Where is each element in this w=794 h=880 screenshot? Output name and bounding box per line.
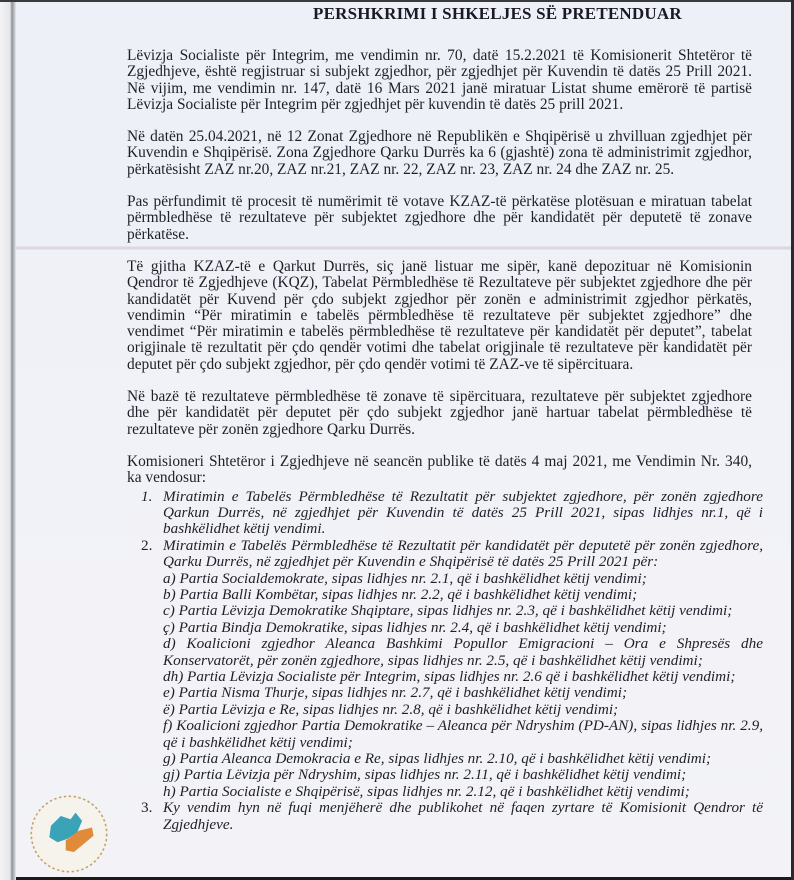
party-sub-item: ç) Partia Bindja Demokratike, sipas lidhjes nr. 2.4, që i bashkëlidhet këtij vendimi; <box>163 618 667 636</box>
party-sub-item: f) Koalicioni zgjedhor Partia Demokratike – Aleanca për Ndryshim (PD-AN), sipas lidhjes nr. 2.9, që i bashkëlidhet këtij vendimi; <box>163 717 763 751</box>
party-sub-item: ë) Partia Lëvizja e Re, sipas lidhjes nr. 2.8, që i bashkëlidhet këtij vendimi; <box>163 700 619 718</box>
document-title: PERSHKRIMI I SHKELJES SË PRETENDUAR <box>313 4 682 23</box>
kqz-seal-icon <box>28 793 110 875</box>
party-sub-item: d) Koalicioni zgjedhor Aleanca Bashkimi Popullor Emigracioni – Ora e Shpresës dhe Konservatorët, për zonën zgjedhore, sipas lidhjes nr. 2.5, që i bashkëlidhet këtij vendimi; <box>163 635 763 669</box>
party-sub-list <box>163 571 767 801</box>
party-sub-item: g) Partia Aleanca Demokracia e Re, sipas lidhjes nr. 2.10, që i bashkëlidhet këtij vendimi; <box>163 750 712 768</box>
decision-item-text: Miratimin e Tabelës Përmbledhëse të Rezultatit për subjektet zgjedhore, për zonën zgjedhore Qarkun Durrës, në zgjedhjet për Kuvendin të datës 25 Prill 2021, sipas lidhjes nr.1, që i bashkëlidhet këtij vendimi. <box>163 487 763 538</box>
party-sub-item: b) Partia Balli Kombëtar, sipas lidhjes nr. 2.2, që i bashkëlidhet këtij vendimi; <box>163 585 638 603</box>
decision-item-number: 3. <box>141 799 153 817</box>
paragraph-election-date: Në datën 25.04.2021, në 12 Zonat Zgjedhore në Republikën e Shqipërisë u zhvilluan zgjedhjet për Kuvendin e Shqipërisë. Zona Zgjedhore Qarku Durrës ka 6 (gjashtë) zona të administrimit zgjedhor, përkatësisht ZAZ nr.20, ZAZ nr.21, ZAZ nr. 22, ZAZ nr. 23, ZAZ nr. 24 dhe ZAZ nr. 25. <box>127 128 752 178</box>
decision-item-number: 2. <box>141 536 153 554</box>
paragraph-commissioner-decision: Komisioneri Shtetëror i Zgjedhjeve në seancën publike të datës 4 maj 2021, me Vendimin Nr. 340, ka vendosur: <box>127 452 752 487</box>
scan-top-edge <box>0 0 794 2</box>
party-sub-item: gj) Partia Lëvizja për Ndryshim, sipas lidhjes nr. 2.11, që i bashkëlidhet këtij vendimi; <box>163 766 687 784</box>
scan-left-edge <box>0 0 16 880</box>
decision-list <box>127 489 767 834</box>
decision-item-number: 1. <box>141 487 153 505</box>
decision-item <box>127 538 767 801</box>
party-sub-item: e) Partia Nisma Thurje, sipas lidhjes nr. 2.7, që i bashkëlidhet këtij vendimi; <box>163 684 628 702</box>
paragraph-summary-tables: Në bazë të rezultateve përmbledhëse të zonave të sipërcituara, rezultateve për subjektet zgjedhore dhe për kandidatët për deputet për çdo subjekt zgjedhor janë hartuar tabelat përmbledhëse të rezultateve për zonën zgjedhore Qarku Durrës. <box>127 388 752 438</box>
party-sub-item: c) Partia Lëvizja Demokratike Shqiptare, sipas lidhjes nr. 2.3, që i bashkëlidhet këtij vendimi; <box>163 602 733 620</box>
paragraph-registration: Lëvizja Socialiste për Integrim, me vendimin nr. 70, datë 15.2.2021 të Komisionerit Shtetëror të Zgjedhjeve, është regjistruar si subjekt zgjedhor, për zgjedhjet për Kuvendin të datës 25 Prill 2021. Në vijim, me vendimin nr. 147, datë 16 Mars 2021 janë miratuar Listat shume emërorë të partisë Lëvizja Socialiste për Integrim për zgjedhjet për kuvendin të datës 25 prill 2021. <box>127 47 752 113</box>
party-sub-item: h) Partia Socialiste e Shqipërisë, sipas lidhjes nr. 2.12, që i bashkëlidhet këtij vendimi; <box>163 782 690 800</box>
party-sub-item: a) Partia Socialdemokrate, sipas lidhjes nr. 2.1, që i bashkëlidhet këtij vendimi; <box>163 569 647 587</box>
decision-item <box>127 800 767 833</box>
document-page <box>16 0 791 880</box>
decision-item-text: Miratimin e Tabelës Përmbledhëse të Rezultatit për kandidatët për deputetë për zonën zgjedhore, Qarku Durrës, në zgjedhjet për Kuvendin e Shqipërisë të datës 25 Prill 2021 për: <box>163 536 763 571</box>
decision-item-text: Ky vendim hyn në fuqi menjëherë dhe publikohet në faqen zyrtare të Komisionit Qendror të Zgjedhjeve. <box>163 799 763 833</box>
paragraph-counting: Pas përfundimit të procesit të numërimit të votave KZAZ-të përkatëse plotësuan e miratuan tabelat përmbledhëse të rezultateve për subjektet zgjedhore dhe për kandidatët për deputetë të zonave përkatëse. <box>127 193 752 243</box>
party-sub-item: dh) Partia Lëvizja Socialiste për Integrim, sipas lidhjes nr. 2.6 që i bashkëlidhet këtij vendimi; <box>163 668 736 685</box>
decision-item <box>127 489 767 538</box>
paragraph-kzaz-deposit: Të gjitha KZAZ-të e Qarkut Durrës, siç janë listuar me sipër, kanë depozituar në Komisionin Qendror të Zgjedhjeve (KQZ), Tabelat Përmbledhëse të Rezultateve për subjektet zgjedhore dhe për kandidatët për Kuvend për çdo subjekt zgjedhor për zonën e administrimit zgjedhor përkatës, vendimin “Për miratimin e tabelës përmbledhëse të rezultateve për subjektet zgjedhore” dhe vendimet “Për miratimin e tabelës përmbledhëse të rezultateve për kandidatët për deputet”, tabelat origjinale të rezultatit për çdo qendër votimi dhe tabelat origjinale të rezultateve për kandidatët për deputet për çdo subjekt zgjedhor, për çdo qendër votimi të ZAZ-ve të sipërcituara. <box>127 257 752 373</box>
